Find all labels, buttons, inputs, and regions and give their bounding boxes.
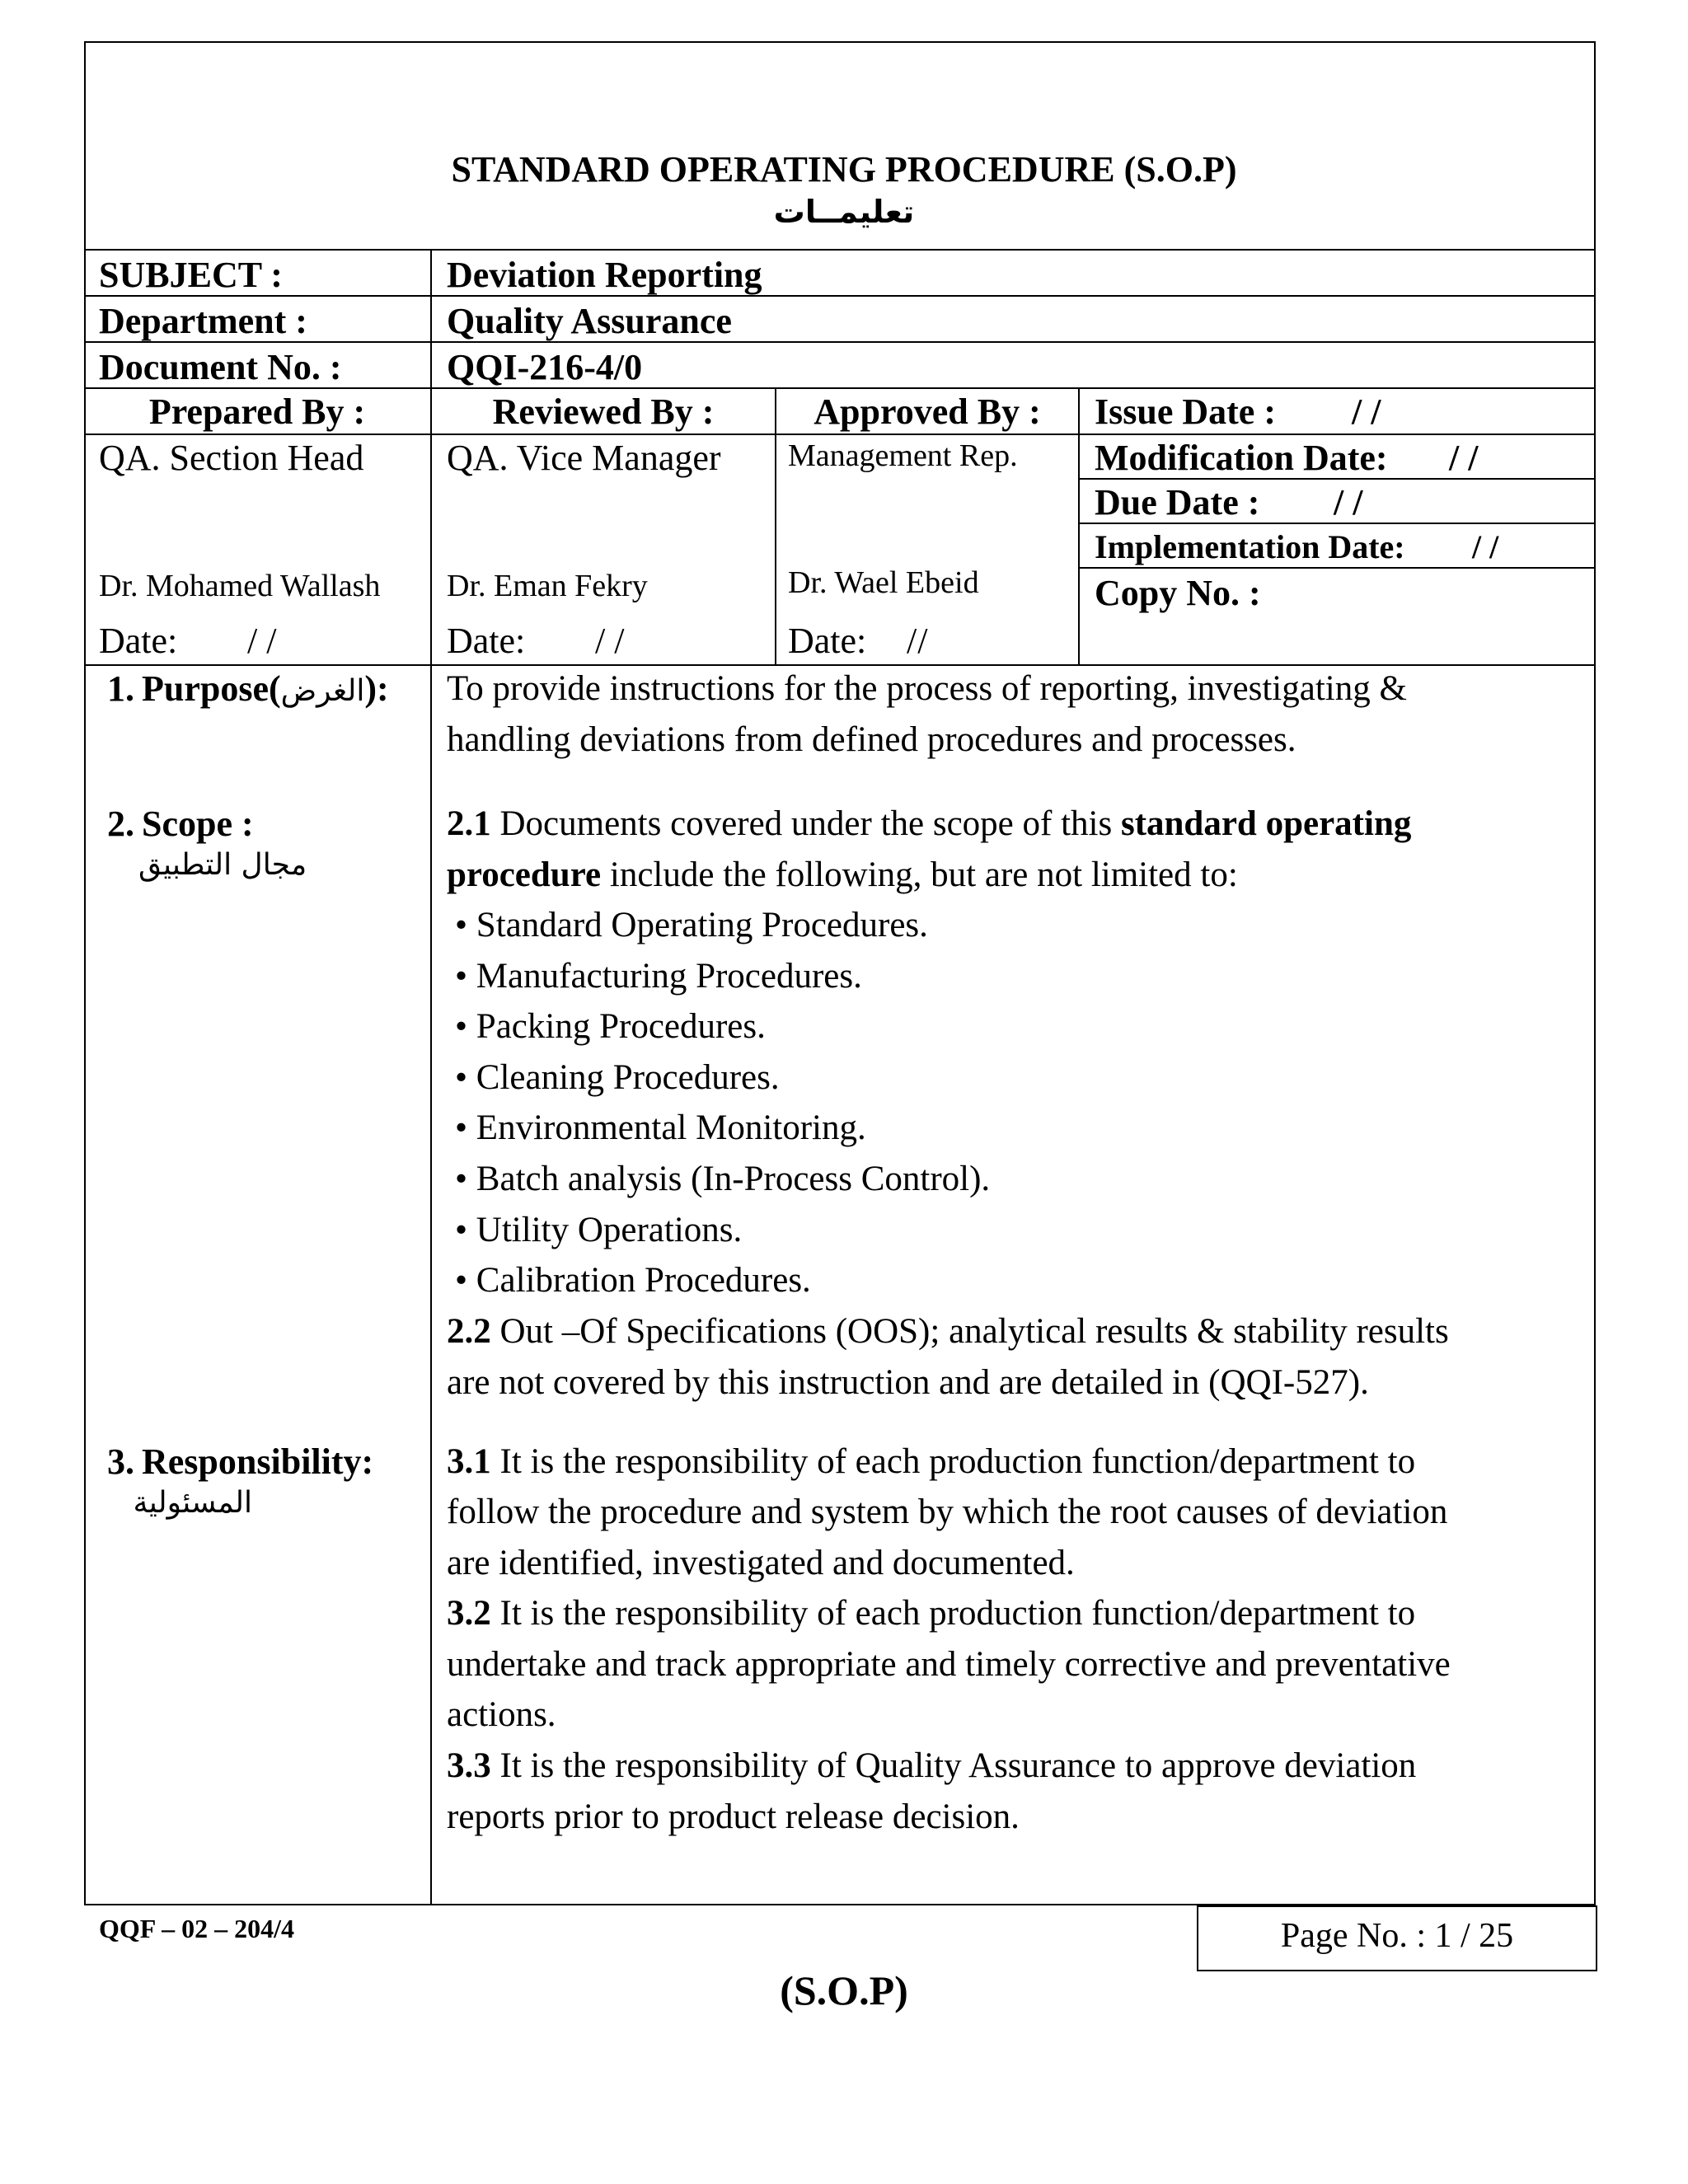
subject-label: SUBJECT : xyxy=(99,255,283,295)
divider xyxy=(84,434,1596,435)
reviewed-name: Dr. Eman Fekry xyxy=(447,569,648,603)
responsibility-3-1-line: follow the procedure and system by which the root causes of deviation xyxy=(447,1493,1448,1531)
responsibility-heading: Responsibility: xyxy=(142,1441,374,1482)
approved-by-header: Approved By : xyxy=(814,391,1041,432)
issue-date-label: Issue Date : xyxy=(1095,391,1276,432)
scope-2-1-line: procedure include the following, but are not limited to: xyxy=(447,855,1238,894)
responsibility-3-2-line: actions. xyxy=(447,1695,556,1734)
divider xyxy=(84,341,1596,343)
scope-heading: Scope : xyxy=(142,804,254,844)
scope-2-2-line: 2.2 Out –Of Specifications (OOS); analytical results & stability results xyxy=(447,1312,1449,1351)
scope-number: 2. xyxy=(107,804,134,844)
implementation-date-value: / / xyxy=(1472,528,1499,565)
purpose-text-line: handling deviations from defined procedures and processes. xyxy=(447,720,1296,759)
due-date-value: / / xyxy=(1334,482,1363,523)
scope-2-2-line: are not covered by this instruction and are detailed in (QQI-527). xyxy=(447,1363,1369,1402)
divider xyxy=(84,295,1596,297)
copy-number-label: Copy No. : xyxy=(1095,573,1261,613)
document-number-value: QQI-216-4/0 xyxy=(447,347,643,387)
approved-name: Dr. Wael Ebeid xyxy=(788,565,979,600)
purpose-number: 1. xyxy=(107,668,134,709)
list-item: • Calibration Procedures. xyxy=(455,1261,811,1300)
document-number-label: Document No. : xyxy=(99,347,342,387)
prepared-name: Dr. Mohamed Wallash xyxy=(99,569,381,603)
prepared-date-label: Date: xyxy=(99,621,178,661)
responsibility-heading-arabic: المسئولية xyxy=(133,1486,252,1520)
approved-date-label: Date: xyxy=(788,621,867,661)
reviewed-role: QA. Vice Manager xyxy=(447,438,721,478)
divider xyxy=(430,249,432,1905)
purpose-text-line: To provide instructions for the process of reporting, investigating & xyxy=(447,669,1407,708)
prepared-by-header: Prepared By : xyxy=(148,391,366,432)
divider xyxy=(1078,478,1596,480)
scope-2-1-line: 2.1 Documents covered under the scope of this standard operating xyxy=(447,804,1412,843)
due-date-label: Due Date : xyxy=(1095,482,1260,523)
list-item: • Utility Operations. xyxy=(455,1211,743,1249)
approved-role: Management Rep. xyxy=(788,438,1018,473)
responsibility-3-2-line: undertake and track appropriate and timely corrective and preventative xyxy=(447,1645,1451,1684)
modification-date-value: / / xyxy=(1449,438,1479,478)
scope-heading-arabic: مجال التطبيق xyxy=(138,848,307,882)
department-label: Department : xyxy=(99,301,307,341)
responsibility-3-3-line: reports prior to product release decision. xyxy=(447,1797,1020,1836)
implementation-date-label: Implementation Date: xyxy=(1095,528,1405,565)
issue-date-value: / / xyxy=(1352,391,1381,432)
responsibility-3-2-line: 3.2 It is the responsibility of each production function/department to xyxy=(447,1594,1416,1633)
reviewed-date-value: / / xyxy=(595,621,625,661)
responsibility-number: 3. xyxy=(107,1441,134,1482)
prepared-date-value: / / xyxy=(247,621,277,661)
list-item: • Environmental Monitoring. xyxy=(455,1108,866,1147)
divider xyxy=(84,664,1596,666)
list-item: • Packing Procedures. xyxy=(455,1007,766,1046)
page-number: Page No. : 1 / 25 xyxy=(1280,1917,1514,1955)
form-code: QQF – 02 – 204/4 xyxy=(99,1914,295,1943)
approved-date-value: / / xyxy=(907,621,928,661)
responsibility-3-1-line: 3.1 It is the responsibility of each production function/department to xyxy=(447,1442,1416,1481)
list-item: • Standard Operating Procedures. xyxy=(455,906,928,944)
divider xyxy=(1078,523,1596,524)
sop-footer-label: (S.O.P) xyxy=(780,1967,908,2013)
prepared-role: QA. Section Head xyxy=(99,438,364,478)
subject-value: Deviation Reporting xyxy=(447,255,762,295)
responsibility-3-1-line: are identified, investigated and documented. xyxy=(447,1544,1075,1582)
department-value: Quality Assurance xyxy=(447,301,732,341)
page-title: STANDARD OPERATING PROCEDURE (S.O.P) xyxy=(451,149,1237,190)
modification-date-label: Modification Date: xyxy=(1095,438,1388,478)
list-item: • Batch analysis (In-Process Control). xyxy=(455,1160,991,1198)
divider xyxy=(84,387,1596,389)
purpose-heading: Purpose(الغرض): xyxy=(142,668,389,709)
list-item: • Manufacturing Procedures. xyxy=(455,957,862,996)
divider xyxy=(1078,567,1596,569)
responsibility-3-3-line: 3.3 It is the responsibility of Quality Assurance to approve deviation xyxy=(447,1746,1417,1785)
reviewed-by-header: Reviewed By : xyxy=(492,391,715,432)
page-title-arabic: تعليمــات xyxy=(773,194,915,230)
divider xyxy=(1078,387,1080,664)
list-item: • Cleaning Procedures. xyxy=(455,1058,780,1097)
divider xyxy=(84,249,1596,251)
reviewed-date-label: Date: xyxy=(447,621,526,661)
